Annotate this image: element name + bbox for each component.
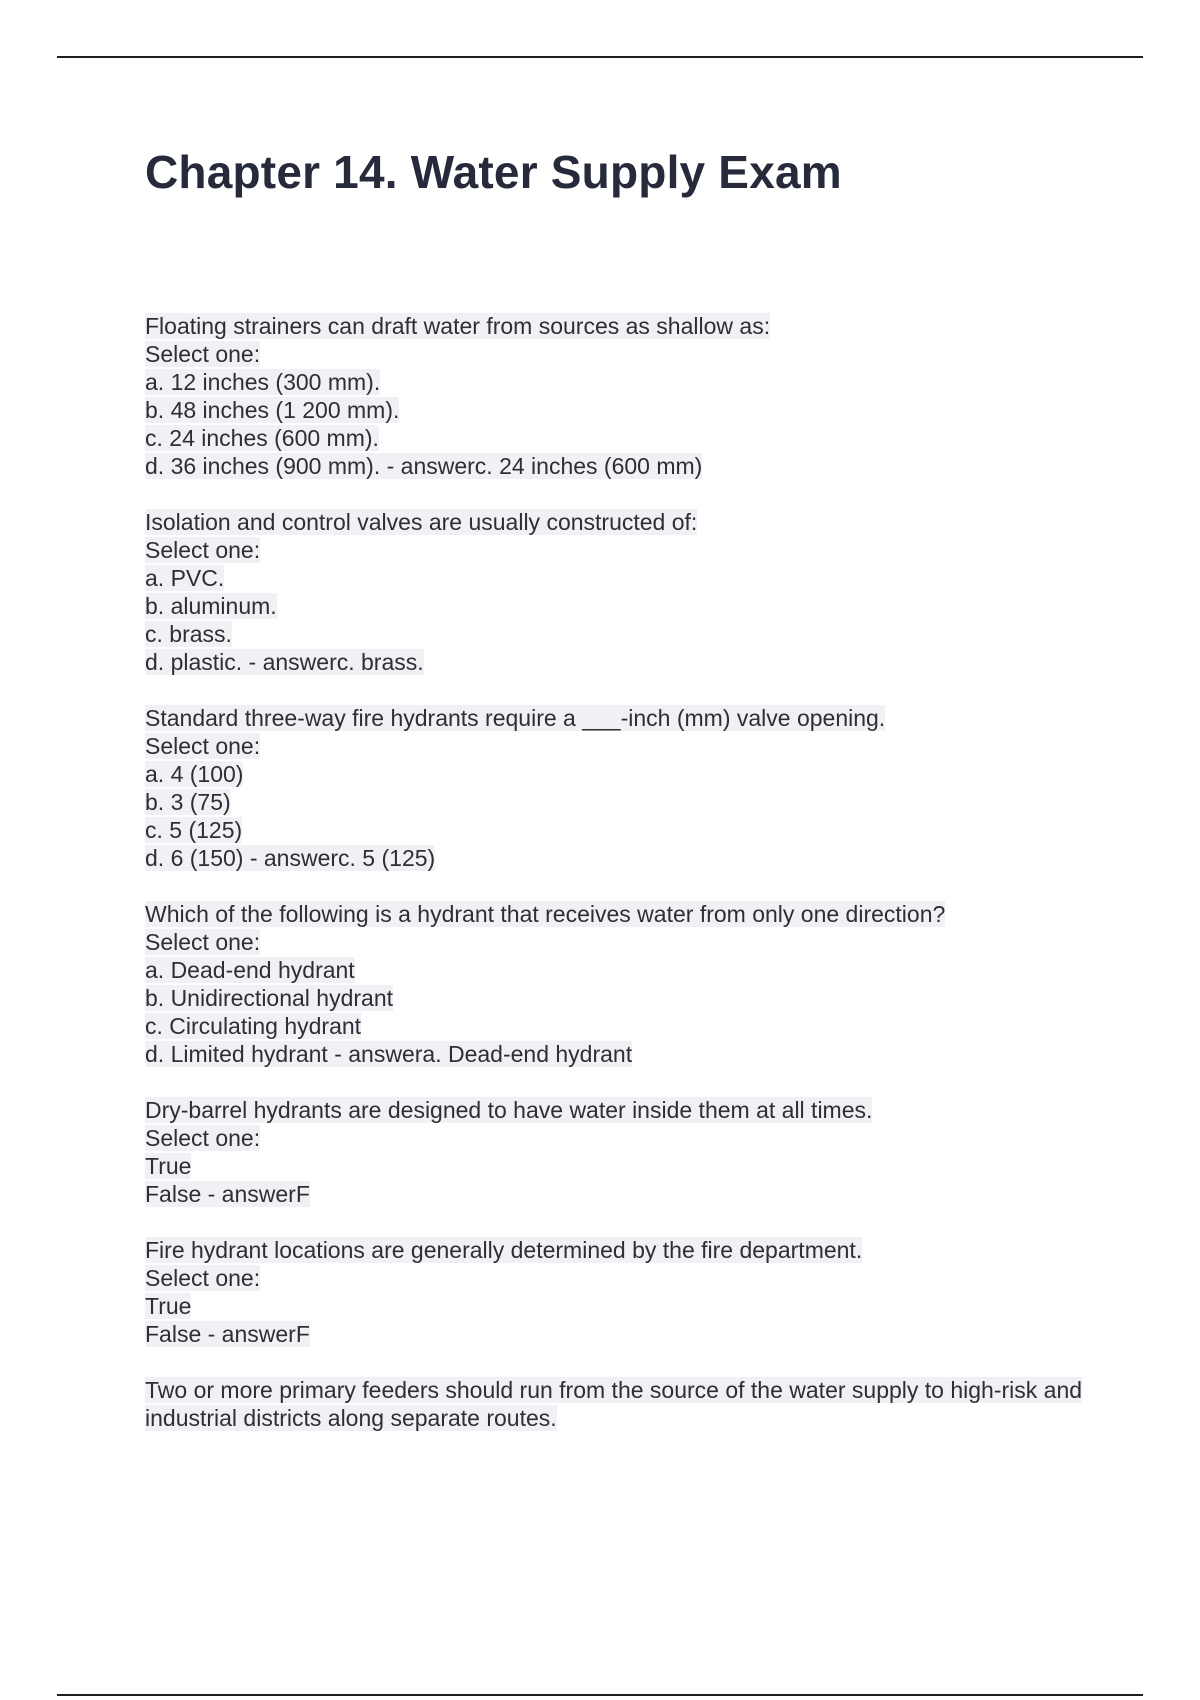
question-list (145, 312, 1105, 1460)
answer-option: c. Circulating hydrant (145, 1013, 362, 1039)
question-2 (145, 508, 1105, 676)
question-5 (145, 1096, 1105, 1208)
answer-option: a. 12 inches (300 mm). (145, 369, 381, 395)
answer-option: c. 24 inches (600 mm). (145, 425, 379, 451)
select-label: Select one: (145, 1125, 261, 1151)
answer-option: b. 48 inches (1 200 mm). (145, 397, 400, 423)
answer-option: False - answerF (145, 1181, 310, 1207)
answer-option: d. 36 inches (900 mm). - answerc. 24 inches (600 mm) (145, 453, 703, 479)
question-prompt: Standard three-way fire hydrants require a ___-inch (mm) valve opening. (145, 705, 886, 731)
select-label: Select one: (145, 341, 261, 367)
question-prompt: Isolation and control valves are usually constructed of: (145, 509, 698, 535)
answer-option: a. PVC. (145, 565, 225, 591)
select-label: Select one: (145, 537, 261, 563)
question-prompt: Two or more primary feeders should run from the source of the water supply to high-risk and industrial districts along separate routes. (145, 1377, 1083, 1431)
bottom-rule (57, 1694, 1143, 1696)
question-prompt: Which of the following is a hydrant that receives water from only one direction? (145, 901, 946, 927)
page-title: Chapter 14. Water Supply Exam (145, 146, 842, 198)
select-label: Select one: (145, 733, 261, 759)
question-6 (145, 1236, 1105, 1348)
answer-option: c. 5 (125) (145, 817, 243, 843)
question-7 (145, 1376, 1105, 1432)
question-3 (145, 704, 1105, 872)
answer-option: d. 6 (150) - answerc. 5 (125) (145, 845, 436, 871)
answer-option: True (145, 1153, 192, 1179)
answer-option: a. 4 (100) (145, 761, 244, 787)
answer-option: d. Limited hydrant - answera. Dead-end hydrant (145, 1041, 633, 1067)
answer-option: c. brass. (145, 621, 232, 647)
answer-option: b. aluminum. (145, 593, 277, 619)
select-label: Select one: (145, 1265, 261, 1291)
question-1 (145, 312, 1105, 480)
select-label: Select one: (145, 929, 261, 955)
question-4 (145, 900, 1105, 1068)
answer-option: True (145, 1293, 192, 1319)
answer-option: b. Unidirectional hydrant (145, 985, 394, 1011)
question-prompt: Fire hydrant locations are generally determined by the fire department. (145, 1237, 863, 1263)
answer-option: False - answerF (145, 1321, 310, 1347)
top-rule (57, 56, 1143, 58)
answer-option: d. plastic. - answerc. brass. (145, 649, 424, 675)
answer-option: b. 3 (75) (145, 789, 231, 815)
answer-option: a. Dead-end hydrant (145, 957, 355, 983)
question-prompt: Floating strainers can draft water from sources as shallow as: (145, 313, 771, 339)
question-prompt: Dry-barrel hydrants are designed to have water inside them at all times. (145, 1097, 873, 1123)
